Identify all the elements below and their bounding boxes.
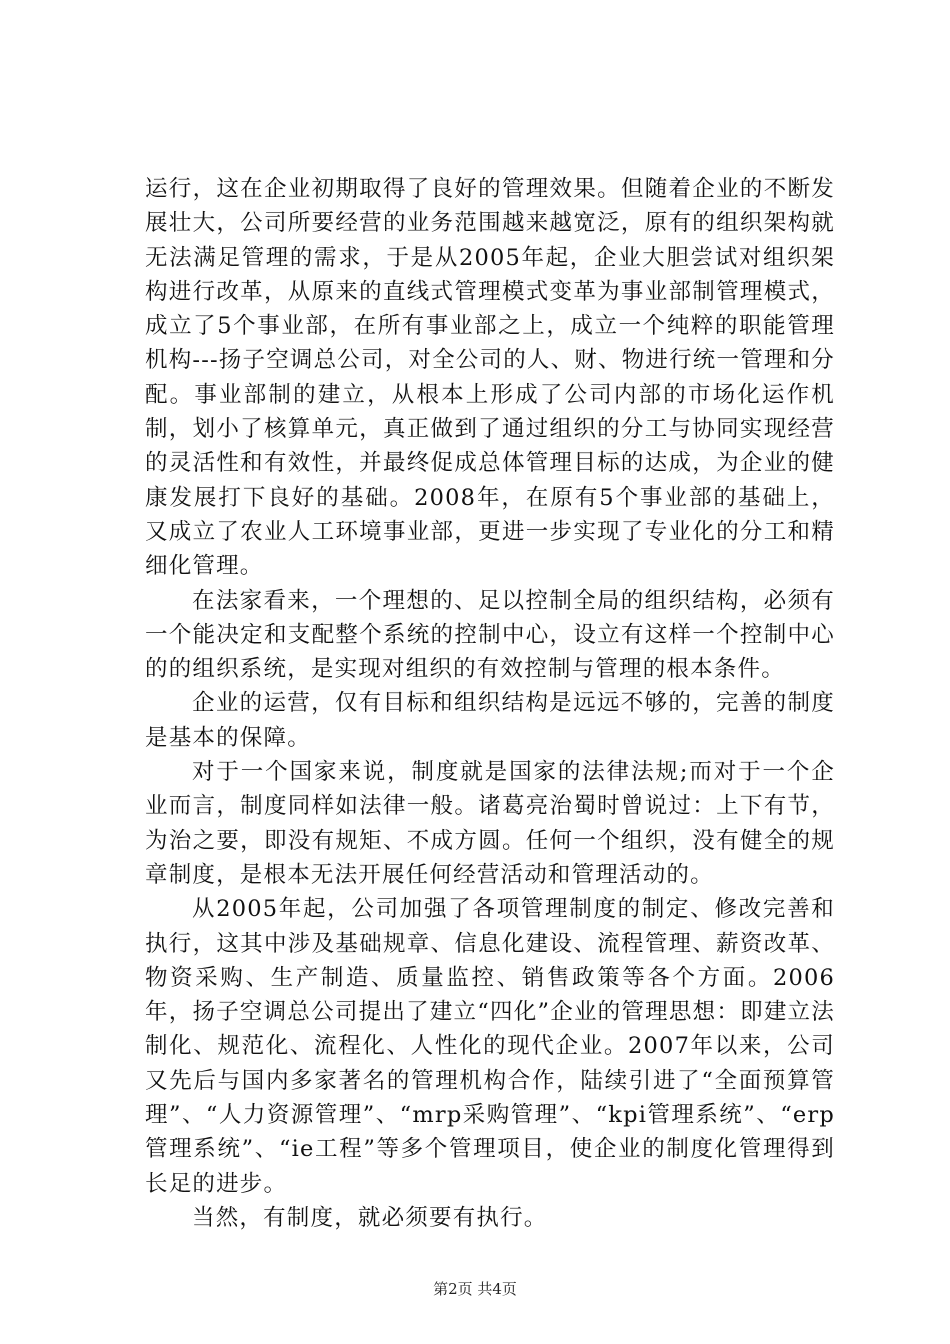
page-footer	[0, 1278, 950, 1299]
paragraph-1: 运行，这在企业初期取得了良好的管理效果。但随着企业的不断发展壮大，公司所要经营的业务范围越来越宽泛，原有的组织架构就无法满足管理的需求，于是从2005年起，企业大胆尝试对组织架构进行改革，从原来的直线式管理模式变革为事业部制管理模式，成立了5个事业部，在所有事业部之上，成立一个纯粹的职能管理机构---扬子空调总公司，对全公司的人、财、物进行统一管理和分配。事业部制的建立，从根本上形成了公司内部的市场化运作机制，划小了核算单元，真正做到了通过组织的分工与协同实现经营的灵活性和有效性，并最终促成总体管理目标的达成，为企业的健康发展打下良好的基础。2008年，在原有5个事业部的基础上，又成立了农业人工环境事业部，更进一步实现了专业化的分工和精细化管理。	[145, 176, 836, 580]
paragraph-2: 在法家看来，一个理想的、足以控制全局的组织结构，必须有一个能决定和支配整个系统的控制中心，设立有这样一个控制中心的的组织系统，是实现对组织的有效控制与管理的根本条件。	[145, 587, 835, 683]
document-body	[145, 172, 835, 1235]
paragraph-5: 从2005年起，公司加强了各项管理制度的制定、修改完善和执行，这其中涉及基础规章、信息化建设、流程管理、薪资改革、物资采购、生产制造、质量监控、销售政策等各个方面。2006年，扬子空调总公司提出了建立“四化”企业的管理思想：即建立法制化、规范化、流程化、人性化的现代企业。2007年以来，公司又先后与国内多家著名的管理机构合作，陆续引进了“全面预算管理”、“人力资源管理”、“mrp采购管理”、“kpi管理系统”、“erp管理系统”、“ie工程”等多个管理项目，使企业的制度化管理得到长足的进步。	[145, 896, 835, 1197]
page-number-label: 第2页 共4页	[433, 1280, 517, 1298]
paragraph-3: 企业的运营，仅有目标和组织结构是远远不够的，完善的制度是基本的保障。	[145, 690, 835, 751]
paragraph-6: 当然，有制度，就必须要有执行。	[192, 1204, 548, 1231]
paragraph-4: 对于一个国家来说，制度就是国家的法律法规;而对于一个企业而言，制度同样如法律一般。诸葛亮治蜀时曾说过：上下有节，为治之要，即没有规矩、不成方圆。任何一个组织，没有健全的规章制度，是根本无法开展任何经营活动和管理活动的。	[145, 759, 835, 888]
